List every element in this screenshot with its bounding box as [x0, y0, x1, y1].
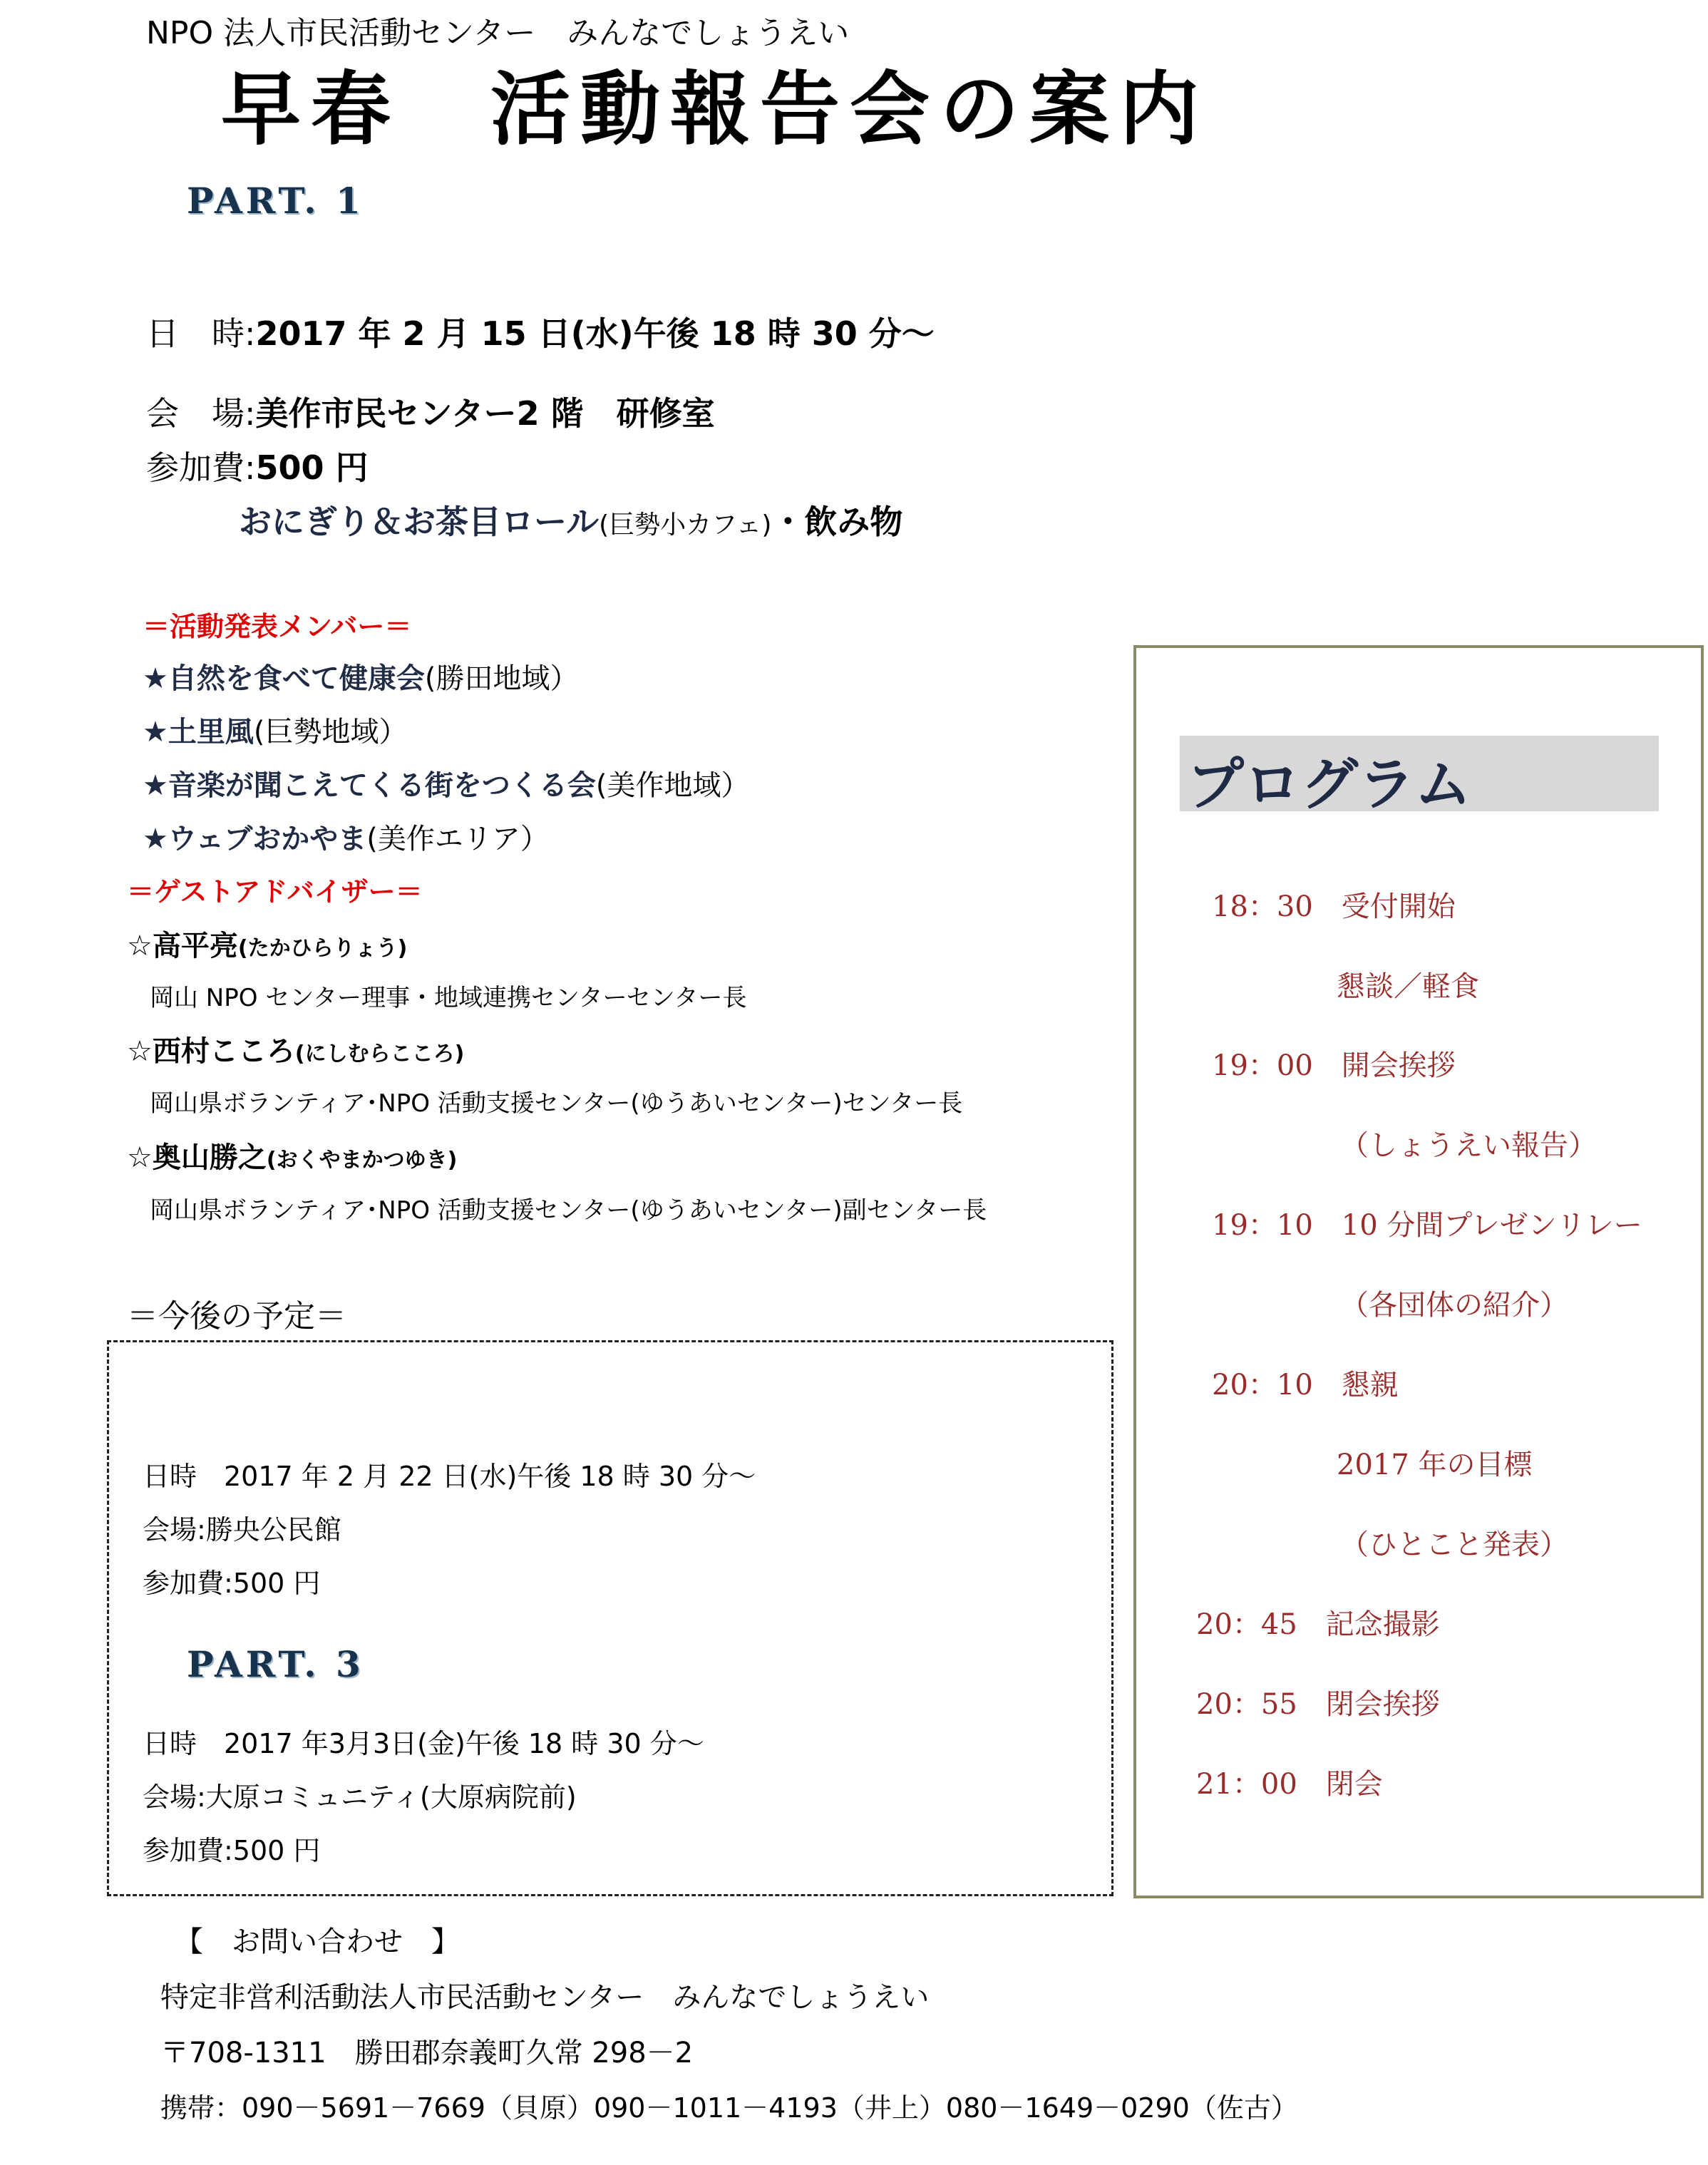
advisor-role: 岡山県ボランティア･NPO 活動支援センター(ゆうあいセンター)副センター長 [150, 1196, 987, 1225]
member-item [143, 709, 407, 750]
members-heading: ＝活動発表メンバー＝ [143, 611, 412, 642]
advisor-name-row [127, 1135, 457, 1176]
program-item: （各団体の紹介） [1340, 1289, 1568, 1322]
contact-phones: 携帯：090－5691－7669（貝原）090－1011－4193（井上）080－1649－0290（佐古） [160, 2092, 1298, 2124]
food-drink: ・飲み物 [771, 503, 903, 541]
event-food [239, 496, 902, 543]
program-item: 19：00 開会挨拶 [1212, 1049, 1456, 1082]
program-item: 懇談／軽食 [1337, 970, 1479, 1003]
venue-value: 美作市民センター2 階 研修室 [255, 394, 715, 433]
venue-label: 会 場: [146, 394, 256, 433]
member-area: (美作エリア） [366, 823, 549, 855]
program-item: （しょうえい報告） [1340, 1129, 1597, 1162]
organization-name: NPO 法人市民活動センター みんなでしょうえい [146, 15, 850, 51]
advisors-heading: ＝ゲストアドバイザー＝ [127, 876, 423, 907]
part2-date: 日時 2017 年 2 月 22 日(水)午後 18 時 30 分～ [143, 1461, 756, 1492]
member-name: ★土里風 [143, 716, 254, 749]
event-fee [146, 442, 369, 489]
program-item: 19：10 10 分間プレゼンリレー [1212, 1209, 1642, 1242]
advisor-name: ☆西村こころ [127, 1035, 295, 1068]
food-note: (巨勢小カフェ) [599, 510, 772, 540]
member-item [143, 816, 549, 857]
member-area: (勝田地域） [424, 662, 579, 695]
event-venue [146, 388, 715, 435]
program-title: プログラム [1187, 751, 1472, 818]
advisor-role: 岡山 NPO センター理事・地域連携センターセンター長 [150, 984, 747, 1012]
event-date [146, 308, 935, 355]
part1-label: PART. 1 [187, 180, 364, 222]
contact-heading: 【 お問い合わせ 】 [175, 1925, 460, 1958]
program-item: （ひとこと発表） [1340, 1528, 1568, 1561]
part2-fee: 参加費:500 円 [143, 1568, 321, 1599]
advisor-name: ☆奥山勝之 [127, 1141, 267, 1174]
part3-label: PART. 3 [187, 1643, 364, 1685]
advisor-reading: (たかひらりょう) [237, 936, 408, 961]
part3-venue: 会場:大原コミュニティ(大原病院前) [143, 1781, 577, 1813]
member-area: (巨勢地域） [253, 716, 408, 749]
program-item: 20：10 懇親 [1212, 1369, 1399, 1402]
advisor-reading: (おくやまかつゆき) [266, 1148, 458, 1173]
date-label: 日 時: [146, 314, 256, 353]
part3-fee: 参加費:500 円 [143, 1835, 321, 1866]
program-item: 18：30 受付開始 [1212, 890, 1456, 923]
contact-organization: 特定非営利活動法人市民活動センター みんなでしょうえい [160, 1981, 930, 2014]
page-title: 早春 活動報告会の案内 [221, 63, 1209, 156]
program-item: 21：00 閉会 [1196, 1768, 1383, 1801]
fee-value: 500 円 [255, 448, 369, 487]
advisor-name: ☆高平亮 [127, 930, 238, 962]
member-area: (美作地域） [595, 769, 750, 802]
food-main: おにぎり＆お茶目ロール [239, 503, 600, 541]
member-name: ★ウェブおかやま [143, 823, 367, 855]
member-name: ★音楽が聞こえてくる街をつくる会 [143, 769, 596, 802]
program-item: 2017 年の目標 [1337, 1449, 1533, 1481]
program-item: 20：55 閉会挨拶 [1196, 1688, 1440, 1721]
member-item [143, 763, 749, 803]
member-item [143, 656, 578, 696]
upcoming-heading: ＝今後の予定＝ [127, 1298, 346, 1335]
advisor-name-row [127, 923, 407, 964]
date-value: 2017 年 2 月 15 日(水)午後 18 時 30 分～ [255, 314, 935, 353]
part3-date: 日時 2017 年3月3日(金)午後 18 時 30 分～ [143, 1728, 704, 1759]
member-name: ★自然を食べて健康会 [143, 662, 425, 695]
part2-venue: 会場:勝央公民館 [143, 1514, 341, 1546]
contact-address: 〒708-1311 勝田郡奈義町久常 298－2 [160, 2037, 694, 2069]
advisor-role: 岡山県ボランティア･NPO 活動支援センター(ゆうあいセンター)センター長 [150, 1089, 963, 1118]
fee-label: 参加費: [146, 448, 256, 487]
advisor-name-row [127, 1029, 464, 1069]
program-item: 20：45 記念撮影 [1196, 1608, 1440, 1641]
advisor-reading: (にしむらこころ) [294, 1042, 465, 1066]
